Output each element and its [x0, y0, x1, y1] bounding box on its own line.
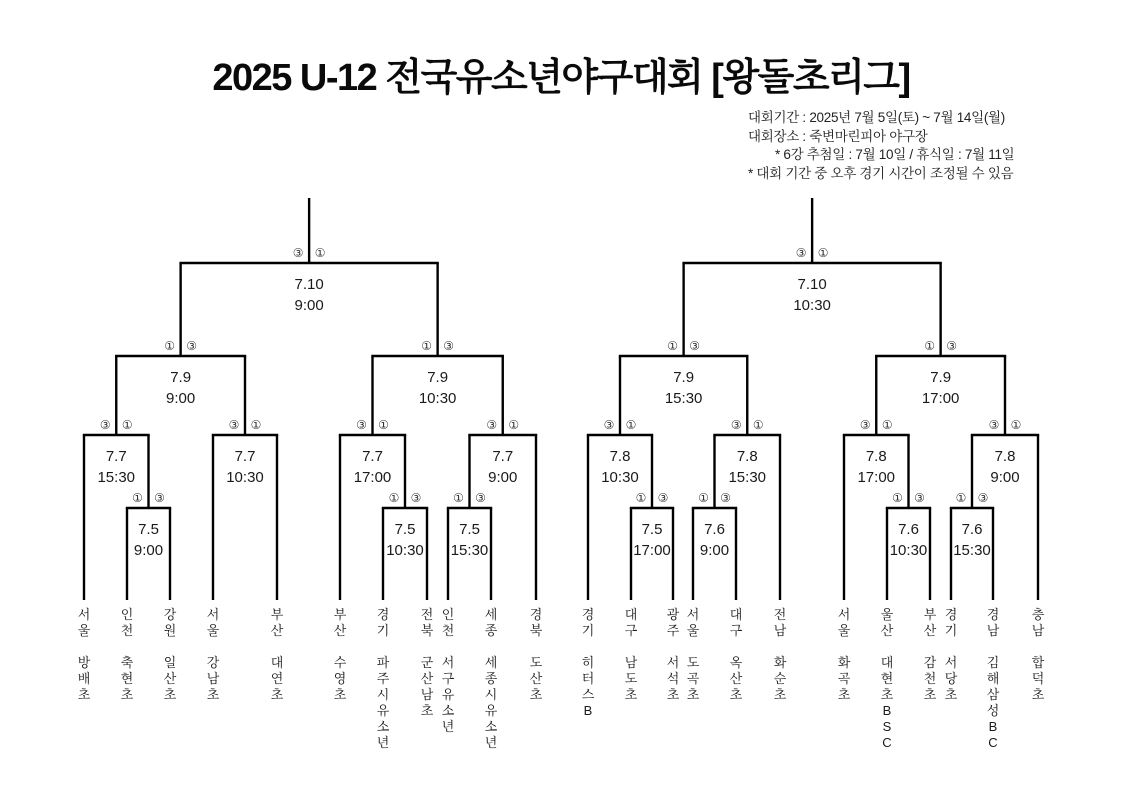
match-date: 7.6 — [898, 521, 919, 538]
dugout-mark-right: ① — [1010, 418, 1022, 432]
match-date: 7.9 — [170, 369, 192, 386]
match-time: 9:00 — [990, 469, 1020, 486]
dugout-mark-left: ③ — [292, 246, 304, 260]
match-date: 7.7 — [492, 448, 514, 465]
team-label: 서 울 강 남 초 — [206, 607, 220, 702]
dugout-mark-right: ③ — [410, 491, 422, 505]
match-time: 9:00 — [488, 469, 518, 486]
match-date: 7.5 — [459, 521, 480, 538]
team-label: 대 구 옥 산 초 — [729, 607, 743, 702]
team-label: 전 북 군 산 남 초 — [420, 607, 434, 718]
dugout-mark-right: ③ — [443, 339, 455, 353]
team-label: 경 남 김 해 삼 성 B C — [986, 607, 1000, 750]
match-time: 17:00 — [633, 542, 671, 559]
dugout-mark-right: ① — [378, 418, 389, 432]
match-time: 9:00 — [294, 297, 324, 314]
match-time: 15:30 — [953, 542, 991, 559]
team-label: 서 울 도 곡 초 — [686, 607, 700, 702]
dugout-mark-right: ① — [625, 418, 637, 432]
match-date: 7.8 — [994, 448, 1016, 465]
dugout-mark-right: ③ — [914, 491, 925, 505]
dugout-mark-left: ③ — [988, 418, 1000, 432]
team-label: 전 남 화 순 초 — [773, 607, 787, 702]
dugout-mark-left: ① — [955, 491, 967, 505]
match-date: 7.8 — [736, 448, 758, 465]
dugout-mark-left: ③ — [356, 418, 367, 432]
dugout-mark-left: ③ — [603, 418, 615, 432]
team-label: 대 구 남 도 초 — [624, 607, 638, 702]
team-label: 부 산 대 연 초 — [270, 607, 284, 702]
team-label: 세 종 세 종 시 유 소 년 — [484, 607, 498, 750]
page-title: 2025 U-12 전국유소년야구대회 [왕돌초리그] — [212, 57, 910, 99]
match-time: 15:30 — [728, 469, 767, 486]
dugout-mark-right: ③ — [154, 491, 165, 505]
info-schedule-note: * 대회 기간 중 오후 경기 시간이 조정될 수 있음 — [748, 165, 1014, 181]
match-date: 7.10 — [797, 276, 827, 293]
match-date: 7.6 — [704, 521, 725, 538]
match-date: 7.7 — [105, 448, 127, 465]
dugout-mark-left: ① — [132, 491, 143, 505]
dugout-mark-left: ① — [698, 491, 709, 505]
dugout-mark-right: ① — [752, 418, 764, 432]
match-time: 17:00 — [921, 390, 960, 407]
match-time: 10:30 — [418, 390, 457, 407]
team-label: 강 원 일 산 초 — [163, 607, 177, 702]
match-date: 7.10 — [294, 276, 324, 293]
match-time: 9:00 — [133, 542, 164, 559]
match-time: 10:30 — [793, 297, 831, 314]
team-label: 인 천 서 구 유 소 년 — [441, 607, 455, 734]
match-date: 7.5 — [138, 521, 159, 538]
dugout-mark-left: ① — [421, 339, 433, 353]
dugout-mark-right: ③ — [689, 339, 701, 353]
match-date: 7.5 — [641, 521, 663, 538]
match-date: 7.8 — [609, 448, 631, 465]
dugout-mark-right: ① — [881, 418, 893, 432]
dugout-mark-right: ① — [817, 246, 829, 260]
team-label: 충 남 합 덕 초 — [1031, 607, 1045, 702]
dugout-mark-left: ③ — [730, 418, 742, 432]
dugout-mark-left: ① — [892, 491, 903, 505]
dugout-mark-left: ① — [667, 339, 679, 353]
match-time: 10:30 — [226, 469, 264, 486]
dugout-mark-left: ③ — [486, 418, 498, 432]
dugout-mark-left: ③ — [99, 418, 111, 432]
dugout-mark-left: ① — [453, 491, 464, 505]
dugout-mark-right: ③ — [720, 491, 731, 505]
team-label: 부 산 감 천 초 — [923, 607, 937, 702]
team-label: 인 천 축 현 초 — [120, 607, 134, 702]
dugout-mark-left: ③ — [859, 418, 871, 432]
match-date: 7.8 — [865, 448, 887, 465]
match-time: 17:00 — [353, 469, 392, 486]
dugout-mark-right: ③ — [186, 339, 198, 353]
match-time: 15:30 — [450, 542, 489, 559]
match-date: 7.7 — [362, 448, 383, 465]
team-label: 울 산 대 현 초 B S C — [880, 607, 894, 750]
dugout-mark-right: ③ — [946, 339, 958, 353]
dugout-mark-right: ① — [508, 418, 520, 432]
match-time: 15:30 — [664, 390, 703, 407]
team-label: 경 기 파 주 시 유 소 년 — [376, 607, 390, 750]
team-label: 서 울 방 배 초 — [77, 607, 91, 702]
dugout-mark-left: ① — [388, 491, 400, 505]
dugout-mark-right: ③ — [475, 491, 486, 505]
team-label: 광 주 서 석 초 — [666, 607, 680, 702]
match-time: 9:00 — [166, 390, 196, 407]
match-time: 9:00 — [699, 542, 730, 559]
match-date: 7.9 — [427, 369, 449, 386]
info-period: 대회기간 : 2025년 7월 5일(토) ~ 7월 14일(월) — [748, 110, 1005, 125]
match-date: 7.9 — [930, 369, 952, 386]
match-date: 7.6 — [961, 521, 983, 538]
info-venue: 대회장소 : 죽변마린피아 야구장 — [748, 128, 928, 144]
dugout-mark-right: ① — [121, 418, 133, 432]
team-label: 서 울 화 곡 초 — [837, 607, 851, 702]
dugout-mark-left: ③ — [795, 246, 807, 260]
dugout-mark-right: ③ — [657, 491, 669, 505]
dugout-mark-right: ③ — [977, 491, 989, 505]
dugout-mark-right: ① — [314, 246, 326, 260]
match-time: 10:30 — [386, 542, 424, 559]
team-label: 부 산 수 영 초 — [333, 607, 347, 702]
info-draw-note: * 6강 추첨일 : 7월 10일 / 휴식일 : 7월 11일 — [775, 147, 1015, 162]
match-date: 7.7 — [234, 448, 256, 465]
dugout-mark-left: ① — [164, 339, 176, 353]
dugout-mark-right: ① — [250, 418, 262, 432]
dugout-mark-left: ① — [924, 339, 936, 353]
match-time: 10:30 — [601, 469, 639, 486]
team-label: 경 기 서 당 초 — [944, 607, 958, 702]
match-time: 10:30 — [889, 542, 928, 559]
team-label: 경 기 히 터 스 B — [581, 607, 595, 718]
dugout-mark-left: ① — [635, 491, 647, 505]
match-date: 7.5 — [394, 521, 416, 538]
match-date: 7.9 — [673, 369, 695, 386]
match-time: 17:00 — [857, 469, 896, 486]
team-label: 경 북 도 산 초 — [529, 607, 543, 702]
dugout-mark-left: ③ — [228, 418, 240, 432]
match-time: 15:30 — [97, 469, 136, 486]
